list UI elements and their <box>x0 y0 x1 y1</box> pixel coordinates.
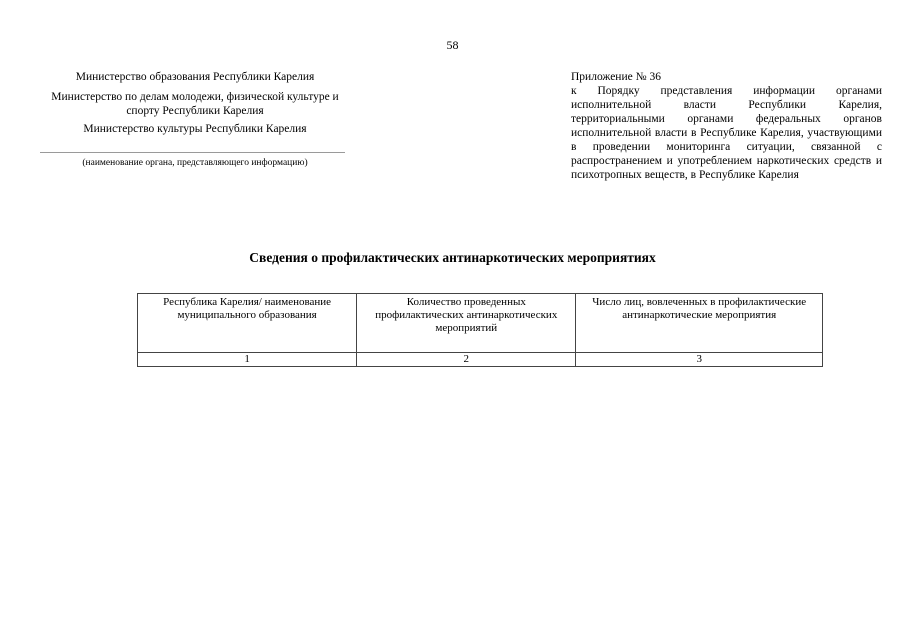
annex-reference-block <box>571 70 882 182</box>
table-row <box>138 353 823 367</box>
column-header-participants-count: Число лиц, вовлеченных в профилактические антинаркотические мероприятия <box>576 294 823 353</box>
annex-body: к Порядку представления информации органами исполнительной власти Республики Карелия, территориальными органами федеральных органов исполнительной власти в Республике Карелия, участвующими в проведении мониторинга ситуации, связанной с распространением и употреблением наркотических средств и психотропных веществ, в Республике Карелия <box>571 85 882 181</box>
column-header-municipality: Республика Карелия/ наименование муниципального образования <box>138 294 357 353</box>
document-title: Сведения о профилактических антинаркотических мероприятиях <box>249 250 656 265</box>
page-number: 58 <box>446 38 459 52</box>
organization-caption: (наименование органа, представляющего информацию) <box>82 158 308 168</box>
table-header-row <box>138 294 823 353</box>
column-header-measures-count: Количество проведенных профилактических антинаркотических мероприятий <box>357 294 576 353</box>
signature-line <box>40 152 345 153</box>
column-number-1: 1 <box>138 353 357 367</box>
column-number-3: 3 <box>576 353 823 367</box>
column-number-2: 2 <box>357 353 576 367</box>
ministry-education: Министерство образования Республики Карелия <box>75 71 315 83</box>
ministry-youth-sport: Министерство по делам молодежи, физической культуре и спорту Республики Карелия <box>51 91 339 117</box>
reporting-organizations-block <box>40 70 350 170</box>
measures-table <box>137 293 823 367</box>
ministry-culture: Министерство культуры Республики Карелия <box>83 123 307 135</box>
annex-title: Приложение № 36 <box>571 71 661 83</box>
